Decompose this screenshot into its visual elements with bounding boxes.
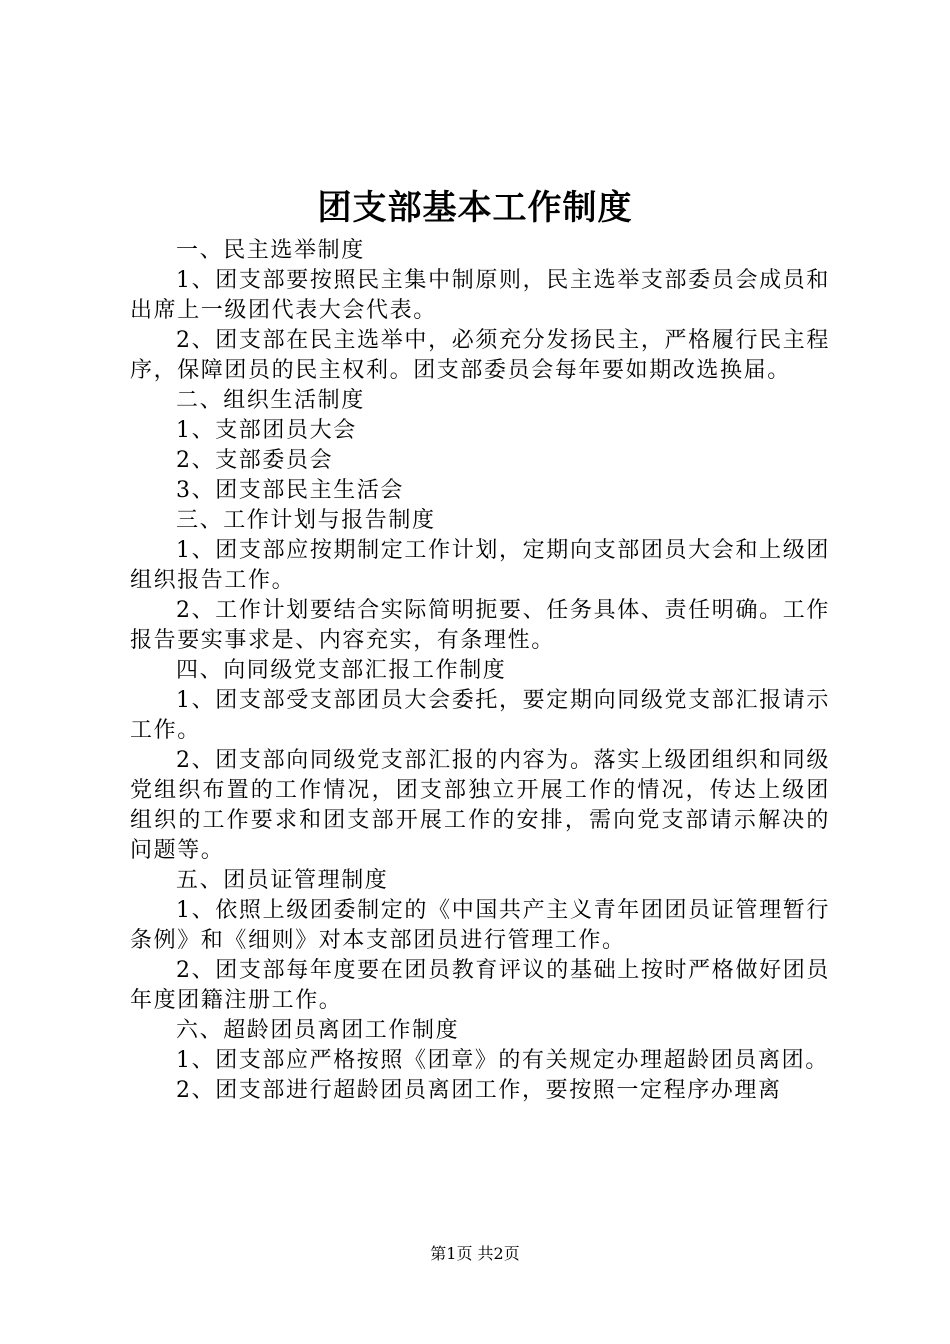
section-heading: 一、民主选举制度 [176,238,365,263]
body-paragraph: 2、团支部每年度要在团员教育评议的基础上按时严格做好团员年度团籍注册工作。 [130,958,830,1013]
body-paragraph: 1、团支部应按期制定工作计划，定期向支部团员大会和上级团组织报告工作。 [130,538,830,593]
body-paragraph: 2、团支部进行超龄团员离团工作，要按照一定程序办理离 [176,1078,782,1103]
body-paragraph: 2、团支部向同级党支部汇报的内容为。落实上级团组织和同级党组织布置的工作情况，团支部独立开展工作的情况，传达上级团组织的工作要求和团支部开展工作的安排，需向党支部请示解决的问题等。 [130,748,830,863]
section-heading: 四、向同级党支部汇报工作制度 [176,658,507,683]
document-title: 团支部基本工作制度 [317,188,633,228]
section-heading: 三、工作计划与报告制度 [176,508,436,533]
body-paragraph: 1、依照上级团委制定的《中国共产主义青年团团员证管理暂行条例》和《细则》对本支部团员进行管理工作。 [130,898,830,953]
page-number-footer: 第1页 共2页 [430,1244,520,1263]
section-heading: 六、超龄团员离团工作制度 [176,1018,460,1043]
section-heading: 五、团员证管理制度 [176,868,389,893]
body-paragraph: 2、团支部在民主选举中，必须充分发扬民主，严格履行民主程序，保障团员的民主权利。团支部委员会每年要如期改选换届。 [130,328,830,383]
body-paragraph: 1、团支部要按照民主集中制原则，民主选举支部委员会成员和出席上一级团代表大会代表。 [130,268,830,323]
body-paragraph: 2、支部委员会 [176,448,334,473]
body-paragraph: 1、团支部受支部团员大会委托，要定期向同级党支部汇报请示工作。 [130,688,830,743]
body-paragraph: 3、团支部民主生活会 [176,478,404,503]
body-paragraph: 1、团支部应严格按照《团章》的有关规定办理超龄团员离团。 [176,1048,829,1073]
body-paragraph: 2、工作计划要结合实际简明扼要、任务具体、责任明确。工作报告要实事求是、内容充实，有条理性。 [130,598,830,653]
section-heading: 二、组织生活制度 [176,388,365,413]
body-paragraph: 1、支部团员大会 [176,418,357,443]
document-body [130,236,830,1106]
